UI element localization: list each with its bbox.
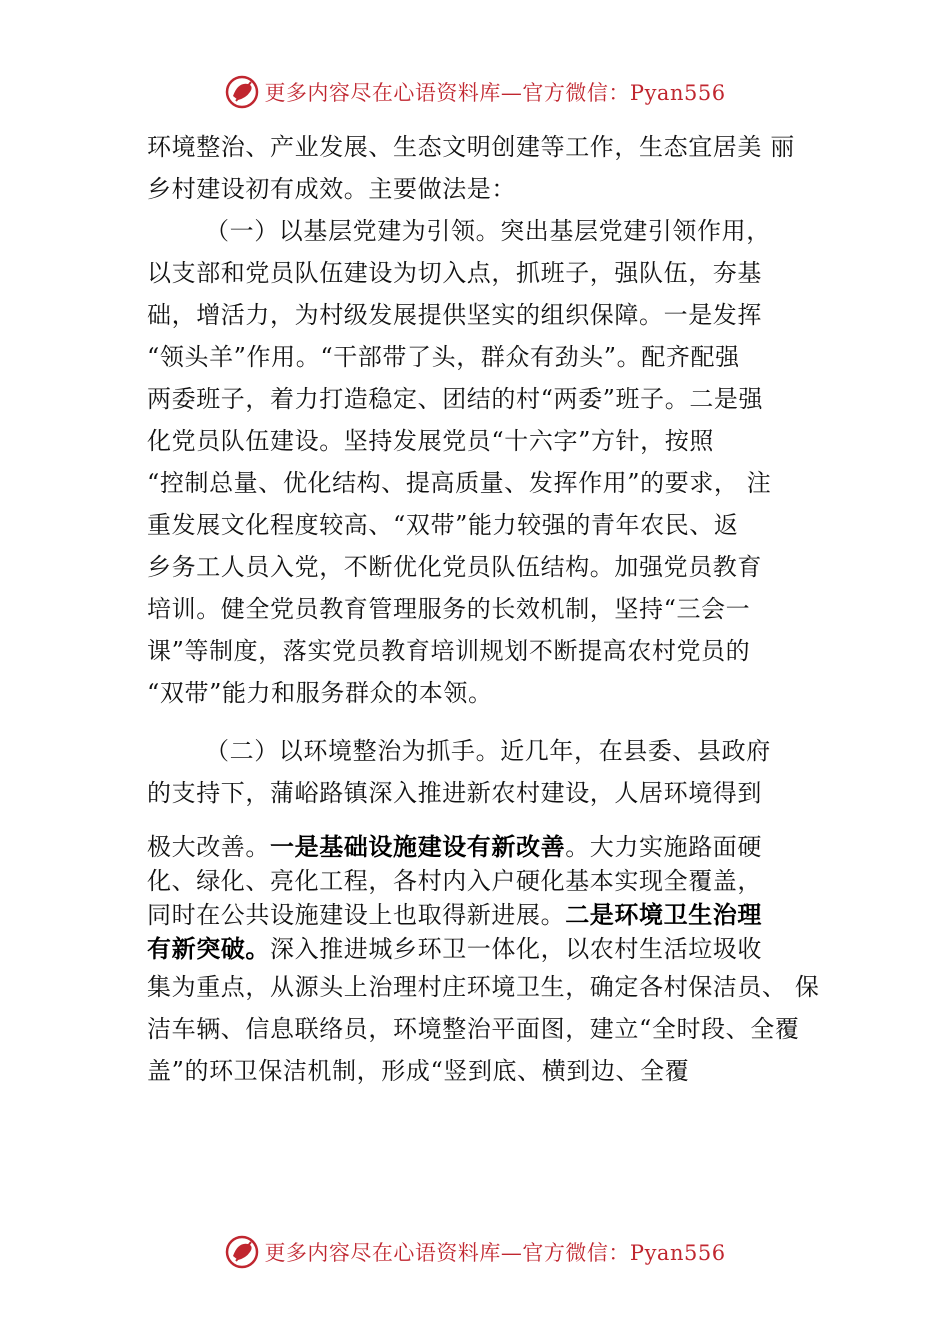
- text-line: “双带”能力和服务群众的本领。: [147, 679, 493, 707]
- text-line: 环境整治、产业发展、生态文明创建等工作，生态宜居美 丽: [147, 133, 795, 161]
- text-line: 重发展文化程度较高、“双带”能力较强的青年农民、返: [147, 511, 739, 539]
- text-line: 化党员队伍建设。坚持发展党员“十六字”方针，按照: [147, 427, 714, 455]
- text-line: 础，增活力，为村级发展提供坚实的组织保障。一是发挥: [147, 301, 762, 329]
- text-line: 乡务工人员入党，不断优化党员队伍结构。加强党员教育: [147, 553, 762, 581]
- text-line: 同时在公共设施建设上也取得新进展。二是环境卫生治理: [147, 901, 763, 929]
- bold-phrase: 二是环境卫生治理: [565, 901, 763, 929]
- text-line: 以支部和党员队伍建设为切入点，抓班子，强队伍，夯基: [147, 259, 762, 287]
- footer-banner-text: 更多内容尽在心语资料库—官方微信：Pyan556: [264, 1241, 726, 1265]
- text-line: 集为重点，从源头上治理村庄环境卫生，确定各村保洁员、 保: [147, 973, 820, 1001]
- text-line: 两委班子，着力打造稳定、团结的村“两委”班子。二是强: [147, 385, 764, 413]
- text-line: “控制总量、优化结构、提高质量、发挥作用”的要求， 注: [147, 469, 772, 497]
- brand-logo-icon: [224, 74, 260, 110]
- footer-banner: [0, 1232, 950, 1272]
- header-banner: [0, 72, 950, 112]
- text-line: 乡村建设初有成效。主要做法是：: [147, 175, 516, 203]
- text-line: 化、绿化、亮化工程，各村内入户硬化基本实现全覆盖，: [147, 867, 762, 895]
- text-line: 的支持下，蒲峪路镇深入推进新农村建设，人居环境得到: [147, 779, 762, 807]
- bold-phrase: 有新突破。: [147, 935, 270, 963]
- body-text: [147, 126, 822, 1092]
- section-heading-one: （一）以基层党建为引领。突出基层党建引领作用，: [205, 217, 771, 245]
- bold-phrase: 一是基础设施建设有新改善: [270, 833, 566, 861]
- text-line: 培训。健全党员教育管理服务的长效机制，坚持“三会一: [147, 595, 751, 623]
- text-line: “领头羊”作用。“干部带了头，群众有劲头”。配齐配强: [147, 343, 740, 371]
- text-line: 洁车辆、信息联络员，环境整治平面图，建立“全时段、全覆: [147, 1015, 800, 1043]
- header-banner-text: 更多内容尽在心语资料库—官方微信：Pyan556: [264, 81, 726, 105]
- brand-logo-icon: [224, 1234, 260, 1270]
- text-line: 课”等制度，落实党员教育培训规划不断提高农村党员的: [147, 637, 751, 665]
- text-line: 盖”的环卫保洁机制，形成“竖到底、横到边、全覆: [147, 1057, 690, 1085]
- text-line: 有新突破。深入推进城乡环卫一体化，以农村生活垃圾收: [147, 935, 762, 963]
- section-heading-two: （二）以环境整治为抓手。近几年，在县委、县政府: [205, 737, 771, 765]
- text-line: 极大改善。一是基础设施建设有新改善。大力实施路面硬: [147, 833, 763, 861]
